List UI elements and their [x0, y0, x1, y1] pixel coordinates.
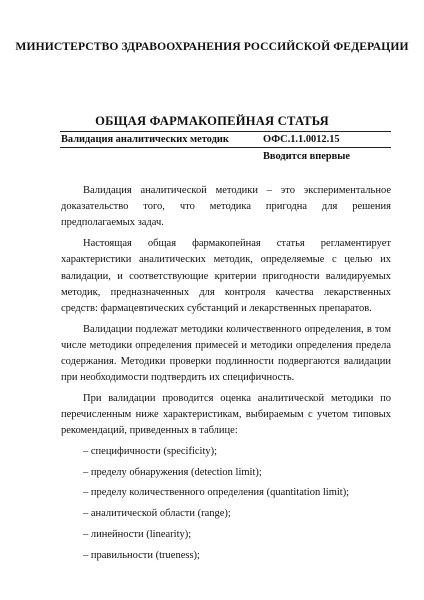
ministry-heading: МИНИСТЕРСТВО ЗДРАВООХРАНЕНИЯ РОССИЙСКОЙ ФЕДЕРАЦИИ: [15, 40, 409, 53]
article-code: ОФС.1.1.0012.15: [263, 134, 340, 145]
list-item: – пределу обнаружения (detection limit);: [83, 466, 262, 478]
intro-note: Вводится впервые: [263, 151, 350, 162]
article-name: Валидация аналитических методик: [61, 134, 229, 145]
header-rule-top: [60, 131, 391, 132]
list-item: – пределу количественного определения (quantitation limit);: [83, 487, 350, 499]
paragraph-scope: Настоящая общая фармакопейная статья регламентирует характеристики аналитических методик, определяемые с целью их валидации, и соответствующие критерии пригодности валидируемых методик, предназначенных для контроля качества лекарственных средств: фармацевтических субстанций и лекарственных препаратов.: [61, 238, 391, 314]
list-item: – аналитической области (range);: [83, 508, 231, 520]
paragraph-subject: Валидации подлежат методики количественного определения, в том числе методики определения примесей и методики определения предела содержания. Методики проверки подлинности подвергаются валидации при необходимости подтвердить их специфичность.: [61, 323, 391, 384]
article-body: [61, 183, 391, 568]
list-item: – специфичности (specificity);: [83, 446, 218, 458]
article-type-title: ОБЩАЯ ФАРМАКОПЕЙНАЯ СТАТЬЯ: [95, 114, 329, 128]
header-rule-bottom: [60, 147, 391, 148]
list-item: – линейности (linearity);: [83, 528, 192, 540]
list-item: – правильности (trueness);: [83, 549, 200, 561]
characteristics-list: [61, 444, 391, 564]
paragraph-definition: Валидация аналитической методики – это экспериментальное доказательство того, что методика пригодна для решения предполагаемых задач.: [61, 185, 391, 229]
paragraph-characteristics: При валидации проводится оценка аналитической методики по перечисленным ниже характеристикам, выбираемым с учетом типовых рекомендаций, приведенных в таблице:: [61, 392, 391, 437]
